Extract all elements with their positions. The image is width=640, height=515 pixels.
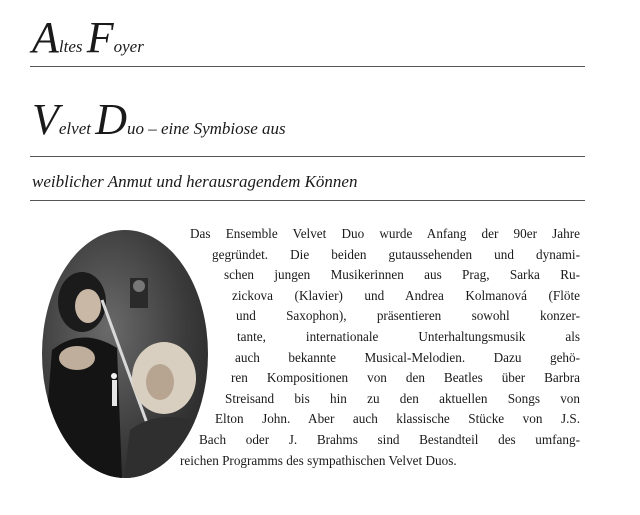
body-line: Bach oder J. Brahms sind Bestandteil des umfang- [199,431,580,447]
body-line: Das Ensemble Velvet Duo wurde Anfang der 90er Jahre [190,226,580,241]
body-line: auch bekannte Musical-Melodien. Dazu gehö- [235,349,580,365]
body-line: tante, internationale Unterhaltungsmusik als [237,328,580,344]
divider-rule [30,200,585,201]
body-line: gegründet. Die beiden gutaussehenden und dynami- [212,246,580,262]
body-line: Elton John. Aber auch klassische Stücke von J.S. [215,411,580,427]
article-subtitle: weiblicher Anmut und herausragendem Können [32,172,358,191]
title-initial-v: V [32,95,59,144]
venue-heading [32,13,144,62]
venue-initial-a: A [32,13,59,62]
title-word-1: elvet [58,119,96,138]
article-title [32,95,286,144]
venue-initial-f: F [86,13,114,62]
venue-word-1: ltes [58,37,87,56]
divider-rule [30,156,585,157]
body-line: und Saxophon), präsentieren sowohl konzer- [236,308,580,324]
venue-word-2: oyer [113,37,144,56]
body-line: reichen Programms des sympathischen Velvet Duos. [180,452,457,468]
article-body [0,224,580,471]
body-line: schen jungen Musikerinnen aus Prag, Sarka Ru- [224,267,580,283]
title-word-2: uo – eine Symbiose aus [127,119,286,138]
divider-rule [30,66,585,67]
body-line: zickova (Klavier) und Andrea Kolmanová (Flöte [232,287,580,303]
body-line: Streisand bis hin zu den aktuellen Songs von [225,390,580,406]
title-initial-d: D [95,95,128,144]
body-line: ren Kompositionen von den Beatles über Barbra [231,370,580,386]
